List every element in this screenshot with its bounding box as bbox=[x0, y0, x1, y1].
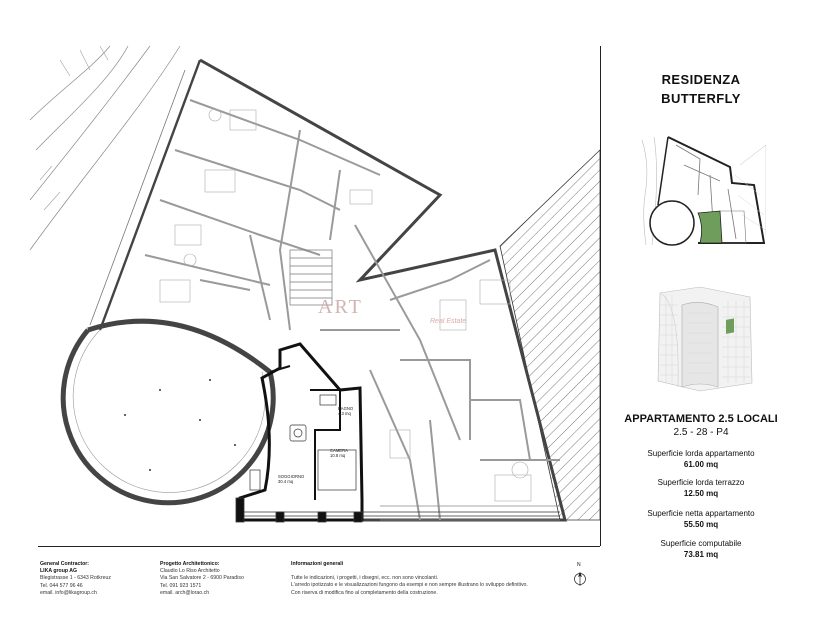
apartment-title: APPARTAMENTO 2.5 LOCALI bbox=[624, 413, 778, 425]
apartment-code: 2.5 - 28 - P4 bbox=[673, 427, 729, 438]
stat-value: 55.50 mq bbox=[683, 520, 719, 529]
stat-value: 61.00 mq bbox=[683, 460, 719, 469]
room-bagno-area: 4.3 mq bbox=[338, 411, 351, 416]
stat-label: Superficie lorda terrazzo bbox=[657, 478, 745, 487]
window-strip bbox=[236, 498, 560, 522]
architect-company: Claudio Lo Riso Architetto bbox=[160, 568, 220, 575]
contractor-company: LIKA group AG bbox=[40, 568, 78, 575]
room-camera-area: 10.8 mq bbox=[330, 453, 346, 458]
project-title-line1: RESIDENZA bbox=[661, 72, 741, 87]
info-line-2: L'arredo ipotizzato e le visualizzazioni fungono da esempi e non sempre illustrano lo sviluppo definitivo. bbox=[291, 582, 528, 589]
watermark-logo: ART bbox=[318, 296, 363, 318]
stat-value: 73.81 mq bbox=[683, 550, 719, 559]
building-render-thumbnail bbox=[640, 283, 766, 395]
stat-label: Superficie computabile bbox=[660, 539, 742, 548]
architect-address: Via San Salvatore 2 - 6900 Paradiso bbox=[160, 575, 244, 582]
room-camera bbox=[330, 448, 348, 458]
stat-label: Superficie netta appartamento bbox=[647, 509, 755, 518]
architect-phone: Tel. 091 923 1571 bbox=[160, 582, 202, 589]
room-soggiorno-name: SOGGIORNO bbox=[278, 474, 305, 479]
stat-netta-appartamento bbox=[606, 508, 796, 530]
vertical-divider bbox=[600, 46, 601, 546]
info-heading: Informazioni generali bbox=[291, 561, 344, 567]
stat-computabile bbox=[606, 538, 796, 560]
north-arrow-icon bbox=[573, 562, 587, 593]
room-bagno bbox=[338, 406, 353, 416]
room-bagno-name: BAGNO bbox=[338, 406, 354, 411]
room-soggiorno bbox=[278, 474, 304, 484]
contractor-phone: Tel. 044 577 96 46 bbox=[40, 582, 83, 589]
horizontal-divider bbox=[38, 546, 600, 547]
project-title-line2: BUTTERFLY bbox=[661, 91, 741, 106]
architect-heading: Progetto Architettonico: bbox=[160, 561, 220, 567]
contractor-address: Blegistrasse 1 - 6343 Rotkreuz bbox=[40, 575, 111, 582]
room-soggiorno-area: 30.4 mq bbox=[278, 479, 294, 484]
north-label: N bbox=[577, 562, 581, 568]
rotunda bbox=[63, 321, 273, 503]
watermark-sub: Real Estate bbox=[430, 318, 467, 325]
info-line-3: Con riserva di modifica fino al completamento della costruzione. bbox=[291, 589, 438, 596]
street-lines bbox=[30, 46, 180, 250]
room-camera-name: CAMERA bbox=[330, 448, 348, 453]
architect-email[interactable]: email. arch@lorao.ch bbox=[160, 589, 210, 596]
key-plan-thumbnail bbox=[640, 135, 766, 253]
footer-architect bbox=[160, 561, 244, 597]
stat-value: 12.50 mq bbox=[683, 489, 719, 498]
contractor-heading: General Contractor: bbox=[40, 561, 90, 567]
info-line-1: Tutte le indicazioni, i progetti, i disegni, ecc. non sono vincolanti. bbox=[291, 575, 439, 582]
project-title bbox=[606, 70, 796, 108]
footer-contractor bbox=[40, 561, 111, 597]
stat-lorda-appartamento bbox=[606, 448, 796, 470]
stat-label: Superficie lorda appartamento bbox=[647, 449, 755, 458]
footer-info bbox=[291, 561, 528, 597]
stat-lorda-terrazzo bbox=[606, 477, 796, 499]
contractor-email[interactable]: email. info@likagroup.ch bbox=[40, 589, 97, 596]
